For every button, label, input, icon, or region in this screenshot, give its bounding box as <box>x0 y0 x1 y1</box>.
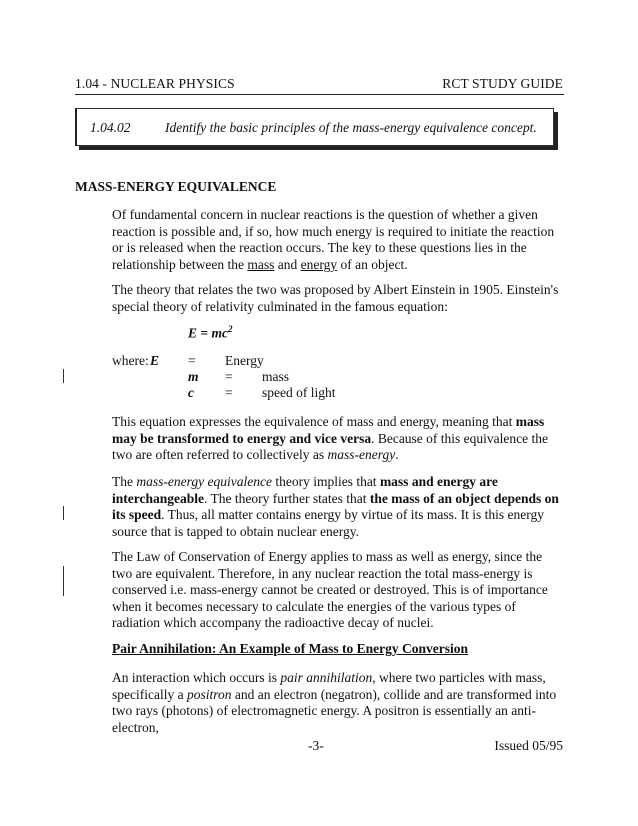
section-title: MASS-ENERGY EQUIVALENCE <box>75 179 277 194</box>
page-number: -3- <box>308 738 324 753</box>
objective-box <box>75 108 554 146</box>
text-run: theory implies that <box>271 474 380 489</box>
definition-symbol-c: c <box>188 385 194 400</box>
issued-date: Issued 05/95 <box>494 738 563 753</box>
italic-term: mass-energy <box>327 447 396 463</box>
underlined-term-mass: mass <box>247 256 275 272</box>
definition-equals-c: = <box>225 385 233 400</box>
equation-exponent: 2 <box>227 324 233 334</box>
paragraph-einstein: The theory that relates the two was proposed by Albert Einstein in 1905. Einstein's special theory of relativity culminated in the famous equation: <box>112 282 559 314</box>
change-bar <box>63 369 64 383</box>
definition-symbol-m: m <box>188 369 199 384</box>
header-right: RCT STUDY GUIDE <box>442 76 563 91</box>
paragraph-equivalence <box>112 414 564 464</box>
definition-symbol-e: E <box>150 353 160 368</box>
definition-mass: mass <box>262 369 289 384</box>
equation <box>188 324 232 342</box>
text-run: This equation expresses the equivalence of mass and energy, meaning that <box>112 414 516 429</box>
equation-text: E = mc <box>188 325 228 341</box>
definition-equals-m: = <box>225 369 233 384</box>
text-run: The <box>112 474 137 489</box>
text-run: Of fundamental concern in nuclear reactions is the question of whether a given reaction is possible and, if so, how much energy is required to initiate the reaction or is released when the reaction occurs. The key to these questions lies in the relationship between the <box>112 207 555 272</box>
italic-term: pair annihilation <box>280 670 373 685</box>
objective-number: 1.04.02 <box>90 120 131 135</box>
text-run: . The theory further states that <box>204 490 370 506</box>
text-run: and <box>274 256 301 272</box>
objective-text: Identify the basic principles of the mass-energy equivalence concept. <box>165 120 537 135</box>
text-run: and an electron (negatron), collide and are transformed into two rays (photons) of electromagnetic energy. A positron is essentially an anti-electron, <box>112 686 557 735</box>
subsection-title: Pair Annihilation: An Example of Mass to Energy Conversion <box>112 641 469 656</box>
underlined-term-energy: energy <box>300 256 338 272</box>
text-run: . <box>395 447 399 463</box>
change-bar <box>63 506 64 520</box>
italic-term: positron <box>186 686 232 702</box>
paragraph-interchangeable <box>112 474 564 540</box>
change-bar <box>63 566 64 596</box>
paragraph-pair-annihilation <box>112 670 564 736</box>
text-run: An interaction which occurs is <box>112 670 281 685</box>
definition-equals-e: = <box>188 353 196 368</box>
italic-term: mass-energy equivalence <box>136 474 272 489</box>
definition-speed-of-light: speed of light <box>262 385 336 400</box>
bold-phrase: mass may be transformed to energy and vice versa <box>112 414 545 446</box>
definitions-where: where: <box>112 353 149 368</box>
text-run: of an object. <box>337 256 408 272</box>
paragraph-conservation: The Law of Conservation of Energy applies to mass as well as energy, since the two are equivalent. Therefore, in any nuclear reaction the total mass-energy is conserved i.e. mass-energy cannot be created or destroyed. This is of importance when it becomes necessary to calculate the energies of the various types of radiation which accompany the radioactive decay of nuclei. <box>112 549 548 631</box>
header-rule <box>75 94 564 95</box>
header-left: 1.04 - NUCLEAR PHYSICS <box>75 76 235 91</box>
text-run: , where two particles with mass, specifically a <box>112 670 546 702</box>
text-run: . Because of this equivalence the two are often referred to collectively as <box>112 430 549 463</box>
paragraph-intro <box>112 207 564 273</box>
bold-phrase: mass and energy are interchangeable <box>112 474 498 506</box>
bold-phrase: the mass of an object depends on its speed <box>112 490 559 523</box>
text-run: . Thus, all matter contains energy by virtue of its mass. It is this energy source that is tapped to obtain nuclear energy. <box>112 507 544 539</box>
definition-energy: Energy <box>225 353 264 368</box>
